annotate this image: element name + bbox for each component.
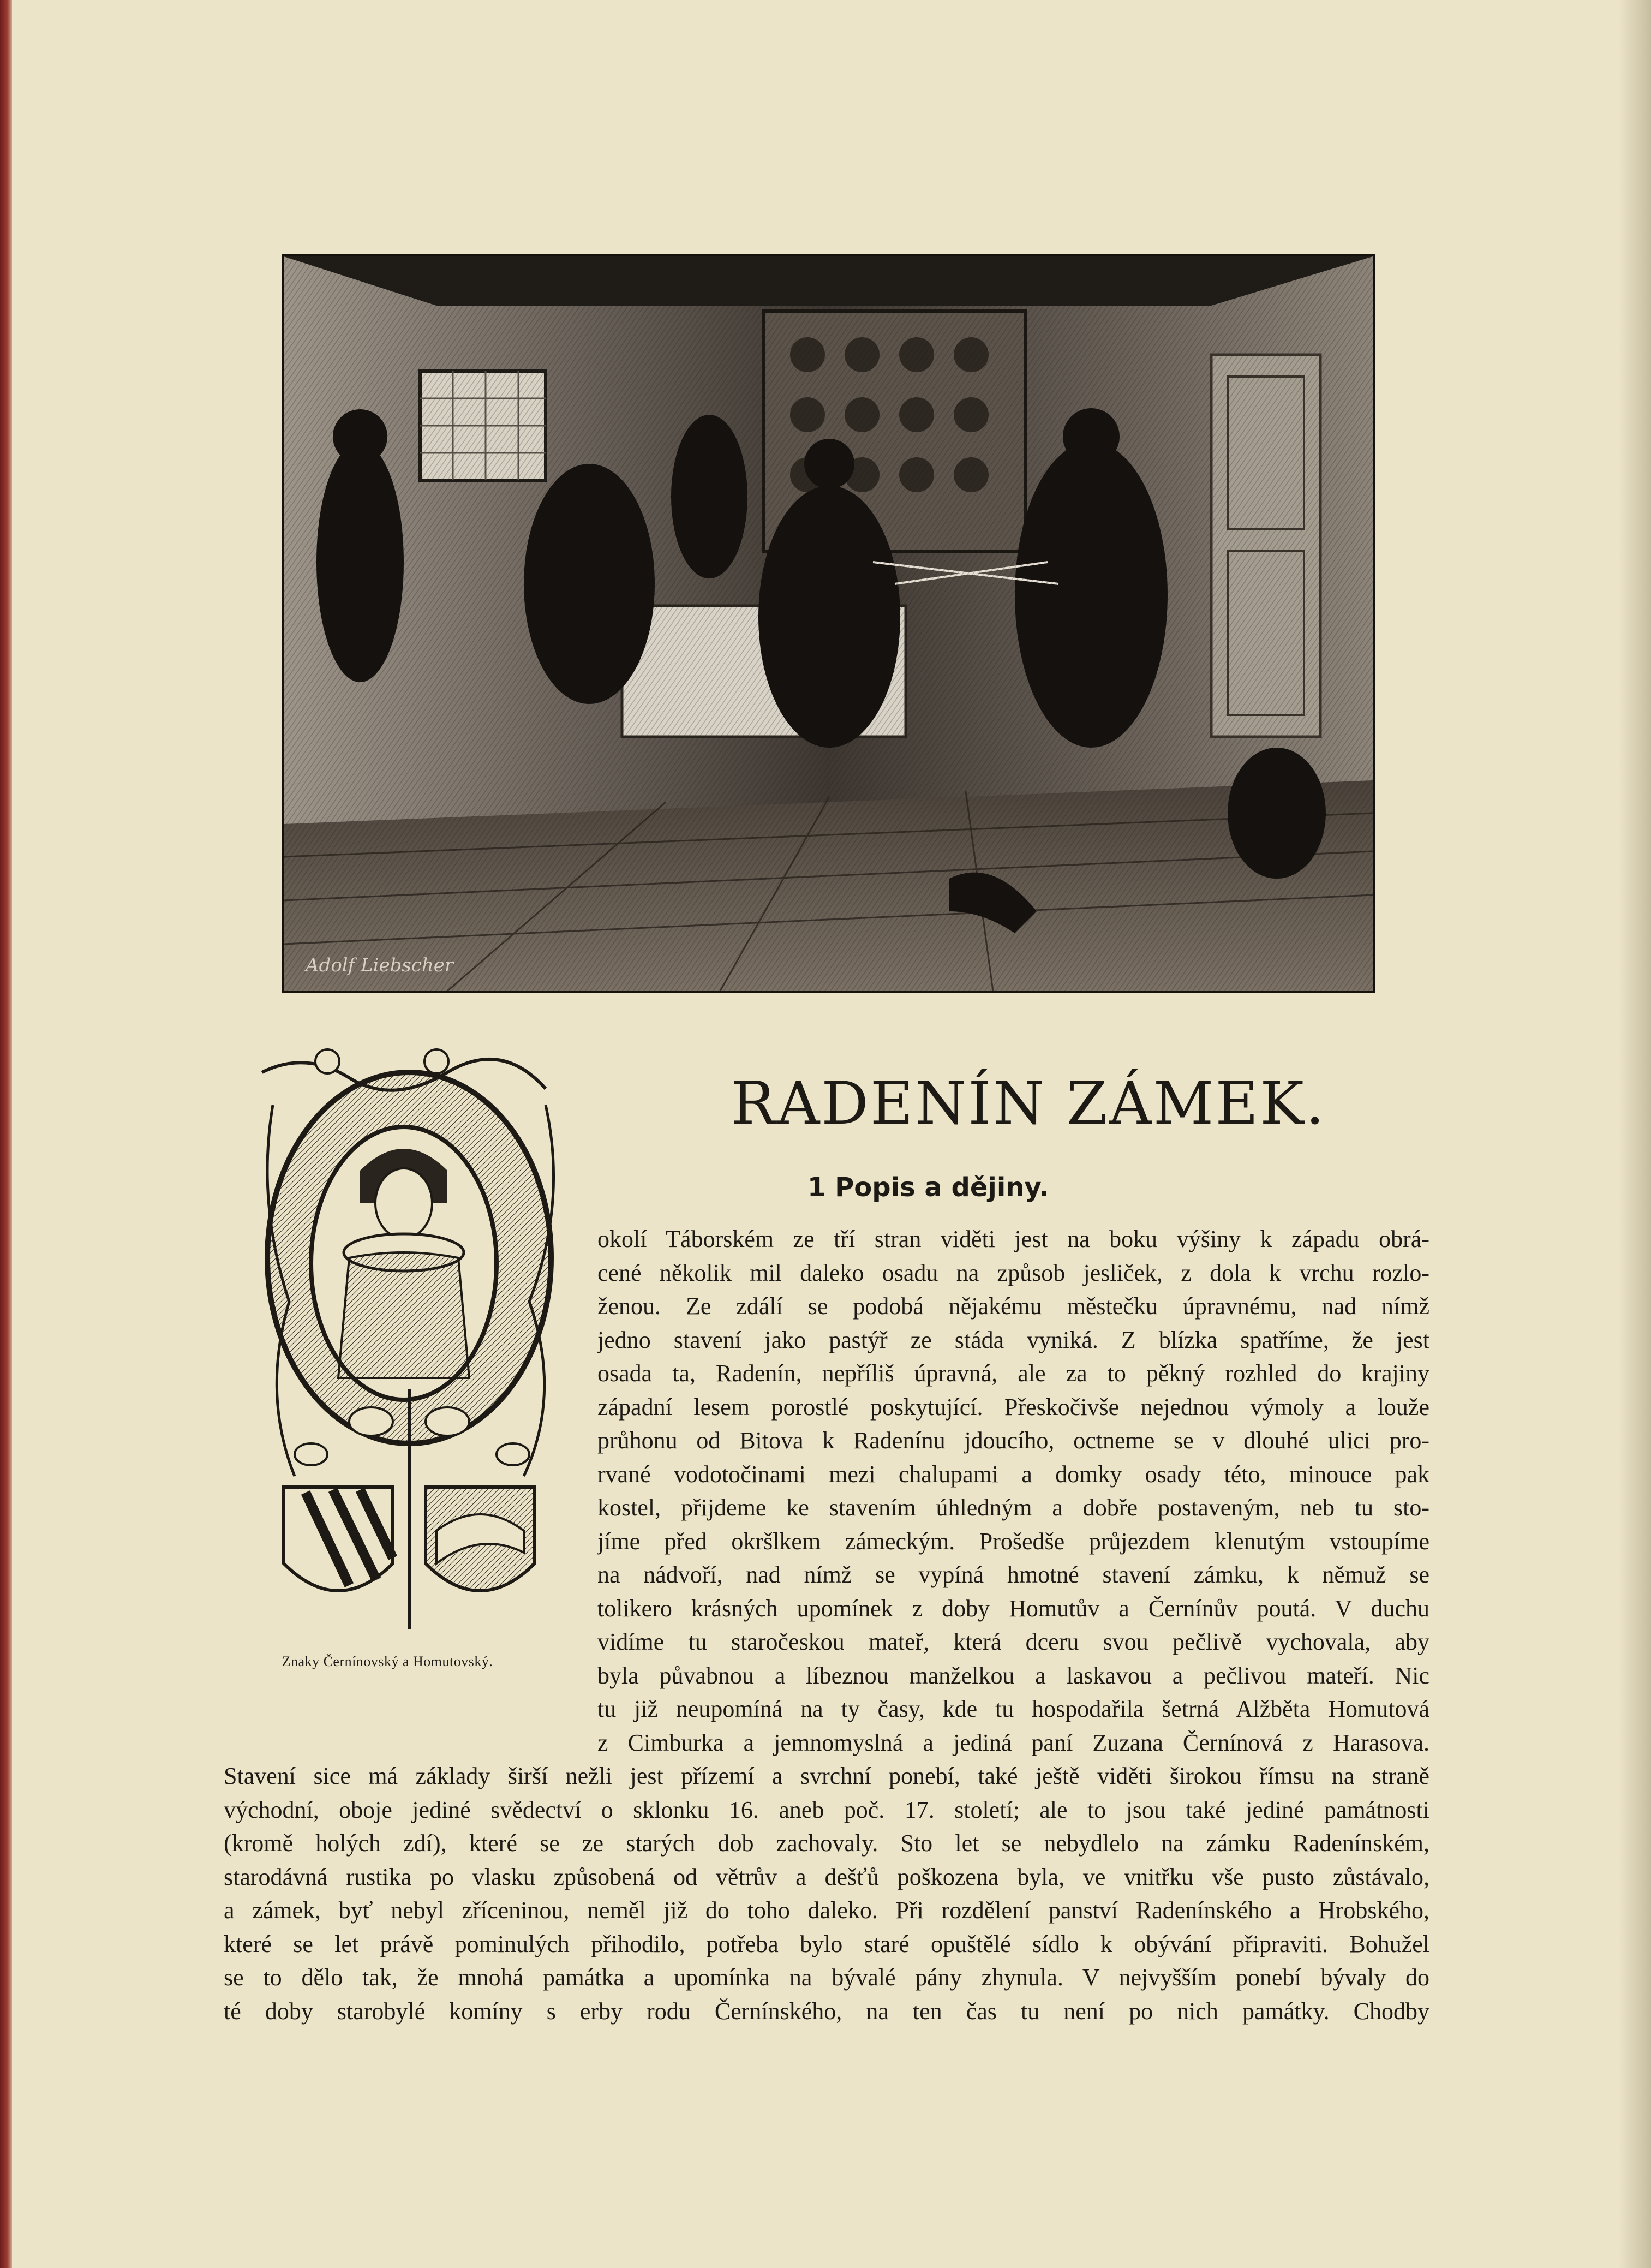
text-line: z Cimburka a jemnomyslná a jediná paní Zuzana Černínová z Harasova. (597, 1729, 1429, 1756)
body-text (224, 1222, 1429, 2028)
text-line: kostel, přijdeme ke stavením úhledným a dobře postaveným, neb tu sto- (597, 1494, 1429, 1521)
text-line: a zámek, byť nebyl zříceninou, neměl již do toho daleko. Při rozdělení panství Radenínského a Hrobského, (224, 1897, 1429, 1924)
text-line: východní, oboje jediné svědectví o sklonku 16. aneb poč. 17. století; ale to jsou také jediné památnosti (224, 1796, 1429, 1823)
text-line: Stavení sice má základy širší nežli jest přízemí a svrchní ponebí, také ještě viděti širokou římsu na straně (224, 1763, 1429, 1789)
text-line: vidíme tu staročeskou mateř, která dceru svou pečlivě vychovala, aby (597, 1628, 1429, 1655)
engraving-sword-fight (282, 254, 1375, 993)
text-line: (kromě holých zdí), které se ze starých dob zachovaly. Sto let se nebydlelo na zámku Radenínském, (224, 1830, 1429, 1857)
text-line: starodávná rustika po vlasku způsobená od větrův a dešťů poškozena byla, ve vnitřku vše pusto zůstávalo, (224, 1863, 1429, 1890)
book-page-edge (0, 0, 12, 2268)
text-line: na nádvoří, nad nímž se vypíná hmotné stavení zámku, k němuž se (597, 1561, 1429, 1588)
text-line: průhonu od Bitova k Radenínu jdoucího, octneme se v dlouhé ulici pro- (597, 1427, 1429, 1454)
text-line: cené několik mil daleko osadu na způsob jesliček, z dola k vrchu rozlo- (597, 1259, 1429, 1286)
text-line: tolikero krásných upomínek z doby Homutův a Černínův poutá. V duchu (597, 1595, 1429, 1622)
engraving-image (284, 256, 1373, 991)
text-line: které se let právě pominulých přihodilo, potřeba bylo staré opuštělé sídlo k obývání připraviti. Bohužel (224, 1930, 1429, 1957)
text-line: jíme před okršlkem zámeckým. Prošedše průjezdem klenutým vstoupíme (597, 1527, 1429, 1555)
text-line: rvané vodotočinami mezi chalupami a domky osady této, minouce pak (597, 1460, 1429, 1488)
section-heading: 1 Popis a dějiny. (807, 1172, 1049, 1203)
text-line: se to dělo tak, že mnohá památka a upomínka na bývalé pány zhynula. V nejvyšším ponebí bývaly do (224, 1964, 1429, 1991)
text-line: té doby starobylé komíny s erby rodu Černínského, na ten čas tu není po nich památky. Chodby (224, 1997, 1429, 2025)
text-line: byla půvabnou a líbeznou manželkou a laskavou a pečlivou mateří. Nic (597, 1662, 1429, 1689)
text-line: ženou. Ze zdálí se podobá nějakému městečku úpravnému, nad nímž (597, 1293, 1429, 1320)
text-line: tu již neupomíná na ty časy, kde tu hospodařila šetrná Alžběta Homutová (597, 1696, 1429, 1722)
illustration-signature: Adolf Liebscher (306, 954, 454, 976)
text-line: osada ta, Radenín, nepříliš úpravná, ale za to pěkný rozhled do krajiny (597, 1360, 1429, 1387)
book-gutter-shadow (1618, 0, 1651, 2268)
page-title: RADENÍN ZÁMEK. (731, 1070, 1326, 1138)
initial-caption: Znaky Černínovský a Homutovský. (282, 1654, 493, 1669)
text-line: jedno stavení jako pastýř ze stáda vyniká. Z blízka spatříme, že jest (597, 1326, 1429, 1353)
text-line: okolí Táborském ze tří stran viděti jest na boku výšiny k západu obrá- (597, 1226, 1429, 1252)
text-line: západní lesem porostlé poskytující. Přeskočivše nejednou výmoly a louže (597, 1393, 1429, 1421)
